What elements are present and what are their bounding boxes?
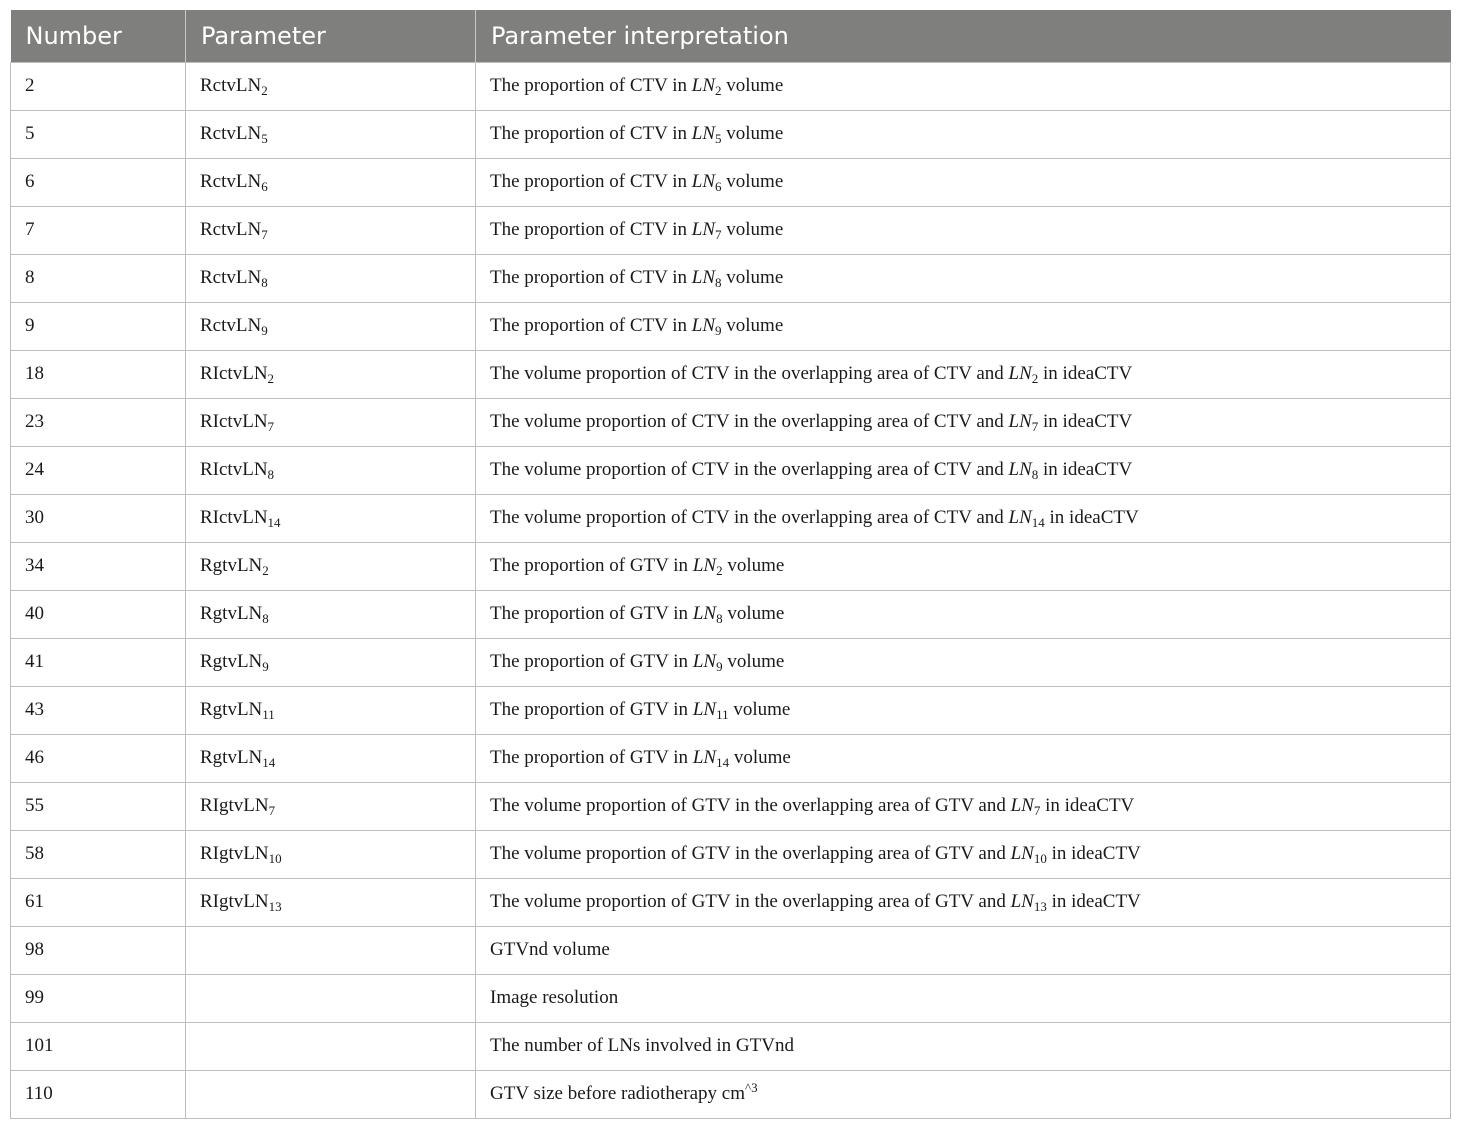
parameter-name: RctvLN xyxy=(200,123,262,144)
cell-interpretation xyxy=(476,446,1451,494)
cell-parameter xyxy=(186,926,476,974)
parameter-name: RIgtvLN xyxy=(200,891,269,912)
parameter-name: RctvLN xyxy=(200,75,262,96)
cell-parameter xyxy=(186,446,476,494)
lymph-node-label: LN xyxy=(692,747,717,768)
parameter-name: RctvLN xyxy=(200,315,262,336)
cell-number: 46 xyxy=(11,734,186,782)
lymph-node-subscript: 8 xyxy=(716,611,723,626)
table-row xyxy=(11,974,1451,1022)
table-row xyxy=(11,542,1451,590)
cell-number: 9 xyxy=(11,302,186,350)
cell-interpretation xyxy=(476,254,1451,302)
parameter-subscript: 10 xyxy=(268,851,282,866)
cell-interpretation xyxy=(476,110,1451,158)
interpretation-text: The proportion of CTV in xyxy=(490,267,692,288)
cell-parameter xyxy=(186,734,476,782)
cell-number: 58 xyxy=(11,830,186,878)
cell-interpretation xyxy=(476,878,1451,926)
interpretation-suffix: volume xyxy=(722,651,785,672)
parameter-name: RgtvLN xyxy=(200,747,263,768)
lymph-node-subscript: 14 xyxy=(1031,515,1045,530)
table-body xyxy=(11,62,1451,1118)
table-row xyxy=(11,926,1451,974)
interpretation-text: The number of LNs involved in GTVnd xyxy=(490,1035,794,1056)
interpretation-text: The proportion of GTV in xyxy=(490,651,693,672)
table-row xyxy=(11,302,1451,350)
cell-interpretation xyxy=(476,974,1451,1022)
lymph-node-label: LN xyxy=(1008,459,1032,480)
table-row xyxy=(11,1070,1451,1118)
header-row xyxy=(11,10,1451,62)
cell-number: 110 xyxy=(11,1070,186,1118)
parameter-subscript: 8 xyxy=(261,275,268,290)
lymph-node-label: LN xyxy=(1010,843,1034,864)
header-parameter: Parameter xyxy=(186,10,476,62)
interpretation-suffix: in ideaCTV xyxy=(1046,891,1141,912)
parameter-subscript: 14 xyxy=(267,515,281,530)
parameter-subscript: 11 xyxy=(262,707,275,722)
cell-number: 7 xyxy=(11,206,186,254)
table-row xyxy=(11,686,1451,734)
parameter-subscript: 7 xyxy=(261,227,268,242)
cell-interpretation xyxy=(476,926,1451,974)
table-row xyxy=(11,830,1451,878)
lymph-node-label: LN xyxy=(1008,411,1032,432)
parameter-subscript: 7 xyxy=(268,803,276,818)
lymph-node-label: LN xyxy=(691,123,716,144)
lymph-node-label: LN xyxy=(692,555,717,576)
table-row xyxy=(11,878,1451,926)
lymph-node-subscript: 7 xyxy=(1033,803,1041,818)
parameter-name: RIctvLN xyxy=(200,507,268,528)
table-row xyxy=(11,1022,1451,1070)
cell-parameter xyxy=(186,1070,476,1118)
lymph-node-subscript: 8 xyxy=(1031,467,1039,482)
header-number: Number xyxy=(11,10,186,62)
table-row xyxy=(11,350,1451,398)
lymph-node-label: LN xyxy=(691,75,716,96)
lymph-node-label: LN xyxy=(691,219,716,240)
interpretation-text: The volume proportion of CTV in the overlapping area of CTV and xyxy=(490,459,1009,480)
interpretation-suffix: volume xyxy=(729,747,791,768)
interpretation-suffix: volume xyxy=(721,219,784,240)
interpretation-text: The proportion of GTV in xyxy=(490,747,693,768)
interpretation-suffix: volume xyxy=(721,123,784,144)
lymph-node-label: LN xyxy=(691,171,716,192)
interpretation-text: The proportion of GTV in xyxy=(490,603,693,624)
cell-number: 6 xyxy=(11,158,186,206)
cell-interpretation xyxy=(476,350,1451,398)
parameter-name: RgtvLN xyxy=(200,699,263,720)
cell-interpretation xyxy=(476,1070,1451,1118)
lymph-node-label: LN xyxy=(1010,891,1034,912)
cell-number: 101 xyxy=(11,1022,186,1070)
interpretation-text: The proportion of GTV in xyxy=(490,699,693,720)
parameter-subscript: 7 xyxy=(267,419,275,434)
parameter-name: RctvLN xyxy=(200,267,262,288)
cell-number: 34 xyxy=(11,542,186,590)
lymph-node-subscript: 7 xyxy=(1031,419,1039,434)
lymph-node-subscript: 9 xyxy=(716,659,723,674)
cell-parameter xyxy=(186,974,476,1022)
lymph-node-subscript: 2 xyxy=(716,563,723,578)
table-row xyxy=(11,638,1451,686)
interpretation-text: The volume proportion of GTV in the overlapping area of GTV and xyxy=(490,843,1011,864)
cell-parameter xyxy=(186,302,476,350)
lymph-node-label: LN xyxy=(1008,363,1032,384)
interpretation-text: The proportion of CTV in xyxy=(490,123,692,144)
cell-interpretation xyxy=(476,62,1451,110)
lymph-node-label: LN xyxy=(691,267,716,288)
cell-parameter xyxy=(186,254,476,302)
cell-number: 40 xyxy=(11,590,186,638)
lymph-node-subscript: 14 xyxy=(716,755,730,770)
cell-number: 5 xyxy=(11,110,186,158)
lymph-node-subscript: 8 xyxy=(715,275,722,290)
interpretation-suffix: volume xyxy=(721,171,784,192)
lymph-node-subscript: 5 xyxy=(715,131,722,146)
cell-parameter xyxy=(186,110,476,158)
cell-interpretation xyxy=(476,734,1451,782)
cell-parameter xyxy=(186,542,476,590)
interpretation-text: GTV size before radiotherapy cm xyxy=(490,1083,745,1104)
interpretation-text: The proportion of CTV in xyxy=(490,75,692,96)
cell-parameter xyxy=(186,830,476,878)
parameter-subscript: 9 xyxy=(261,323,268,338)
cell-parameter xyxy=(186,878,476,926)
cell-interpretation xyxy=(476,398,1451,446)
interpretation-text: The volume proportion of CTV in the overlapping area of CTV and xyxy=(490,411,1009,432)
parameter-subscript: 9 xyxy=(262,659,269,674)
cell-parameter xyxy=(186,206,476,254)
lymph-node-subscript: 6 xyxy=(715,179,722,194)
cell-number: 24 xyxy=(11,446,186,494)
table-row xyxy=(11,62,1451,110)
cell-interpretation xyxy=(476,494,1451,542)
interpretation-text: The volume proportion of GTV in the overlapping area of GTV and xyxy=(490,891,1011,912)
table-row xyxy=(11,494,1451,542)
table-row xyxy=(11,206,1451,254)
cell-number: 8 xyxy=(11,254,186,302)
interpretation-suffix: volume xyxy=(728,699,791,720)
parameter-subscript: 8 xyxy=(267,467,275,482)
table-row xyxy=(11,590,1451,638)
cell-parameter xyxy=(186,350,476,398)
cell-parameter xyxy=(186,158,476,206)
parameter-subscript: 2 xyxy=(262,563,269,578)
cell-number: 99 xyxy=(11,974,186,1022)
cell-interpretation xyxy=(476,590,1451,638)
interpretation-suffix: volume xyxy=(721,267,784,288)
lymph-node-subscript: 2 xyxy=(715,83,722,98)
interpretation-text: GTVnd volume xyxy=(490,939,610,960)
parameter-subscript: 2 xyxy=(261,83,268,98)
lymph-node-subscript: 7 xyxy=(715,227,722,242)
parameter-name: RIctvLN xyxy=(200,411,268,432)
interpretation-suffix: volume xyxy=(721,75,784,96)
interpretation-suffix: in ideaCTV xyxy=(1046,843,1141,864)
interpretation-suffix: in ideaCTV xyxy=(1040,795,1135,816)
lymph-node-label: LN xyxy=(692,699,717,720)
table-row xyxy=(11,734,1451,782)
parameter-name: RgtvLN xyxy=(200,555,263,576)
cell-parameter xyxy=(186,638,476,686)
interpretation-text: The volume proportion of GTV in the overlapping area of GTV and xyxy=(490,795,1011,816)
lymph-node-subscript: 11 xyxy=(716,707,729,722)
lymph-node-label: LN xyxy=(691,315,716,336)
lymph-node-label: LN xyxy=(1010,795,1034,816)
interpretation-suffix: volume xyxy=(722,555,785,576)
cell-number: 55 xyxy=(11,782,186,830)
interpretation-text: The proportion of CTV in xyxy=(490,315,692,336)
cell-parameter xyxy=(186,686,476,734)
lymph-node-label: LN xyxy=(692,603,717,624)
cell-interpretation xyxy=(476,206,1451,254)
cell-number: 41 xyxy=(11,638,186,686)
parameter-subscript: 13 xyxy=(268,899,282,914)
parameter-subscript: 2 xyxy=(267,371,275,386)
lymph-node-label: LN xyxy=(1008,507,1032,528)
parameter-name: RgtvLN xyxy=(200,603,263,624)
parameter-name: RIctvLN xyxy=(200,363,268,384)
interpretation-suffix: in ideaCTV xyxy=(1044,507,1139,528)
parameter-subscript: 14 xyxy=(262,755,276,770)
cell-number: 61 xyxy=(11,878,186,926)
table-row xyxy=(11,446,1451,494)
interpretation-text: The proportion of GTV in xyxy=(490,555,693,576)
interpretation-suffix: in ideaCTV xyxy=(1038,411,1133,432)
interpretation-suffix: volume xyxy=(721,315,784,336)
parameter-name: RctvLN xyxy=(200,171,262,192)
cell-interpretation xyxy=(476,158,1451,206)
interpretation-text: The volume proportion of CTV in the overlapping area of CTV and xyxy=(490,363,1009,384)
cell-interpretation xyxy=(476,542,1451,590)
table-row xyxy=(11,782,1451,830)
parameter-subscript: 6 xyxy=(261,179,268,194)
header-interpretation: Parameter interpretation xyxy=(476,10,1451,62)
interpretation-text: The volume proportion of CTV in the overlapping area of CTV and xyxy=(490,507,1009,528)
lymph-node-subscript: 13 xyxy=(1033,899,1047,914)
parameter-subscript: 5 xyxy=(261,131,268,146)
interpretation-suffix: volume xyxy=(722,603,785,624)
cell-number: 23 xyxy=(11,398,186,446)
unit-superscript: ^3 xyxy=(745,1080,758,1095)
parameter-name: RIctvLN xyxy=(200,459,268,480)
lymph-node-label: LN xyxy=(692,651,717,672)
cell-parameter xyxy=(186,62,476,110)
cell-parameter xyxy=(186,1022,476,1070)
cell-interpretation xyxy=(476,1022,1451,1070)
interpretation-text: Image resolution xyxy=(490,987,619,1008)
parameter-name: RIgtvLN xyxy=(200,795,269,816)
table-row xyxy=(11,110,1451,158)
cell-parameter xyxy=(186,494,476,542)
lymph-node-subscript: 2 xyxy=(1031,371,1039,386)
cell-interpretation xyxy=(476,638,1451,686)
interpretation-suffix: in ideaCTV xyxy=(1038,459,1133,480)
cell-interpretation xyxy=(476,686,1451,734)
parameter-subscript: 8 xyxy=(262,611,269,626)
table-row xyxy=(11,158,1451,206)
interpretation-text: The proportion of CTV in xyxy=(490,171,692,192)
cell-number: 18 xyxy=(11,350,186,398)
cell-interpretation xyxy=(476,302,1451,350)
parameter-name: RgtvLN xyxy=(200,651,263,672)
cell-number: 43 xyxy=(11,686,186,734)
parameter-name: RctvLN xyxy=(200,219,262,240)
cell-parameter xyxy=(186,398,476,446)
table-row xyxy=(11,254,1451,302)
cell-number: 2 xyxy=(11,62,186,110)
interpretation-text: The proportion of CTV in xyxy=(490,219,692,240)
parameter-table xyxy=(10,10,1451,1119)
cell-interpretation xyxy=(476,782,1451,830)
lymph-node-subscript: 9 xyxy=(715,323,722,338)
parameter-name: RIgtvLN xyxy=(200,843,269,864)
cell-interpretation xyxy=(476,830,1451,878)
cell-number: 98 xyxy=(11,926,186,974)
cell-parameter xyxy=(186,590,476,638)
interpretation-suffix: in ideaCTV xyxy=(1038,363,1133,384)
cell-number: 30 xyxy=(11,494,186,542)
lymph-node-subscript: 10 xyxy=(1033,851,1047,866)
table-row xyxy=(11,398,1451,446)
cell-parameter xyxy=(186,782,476,830)
